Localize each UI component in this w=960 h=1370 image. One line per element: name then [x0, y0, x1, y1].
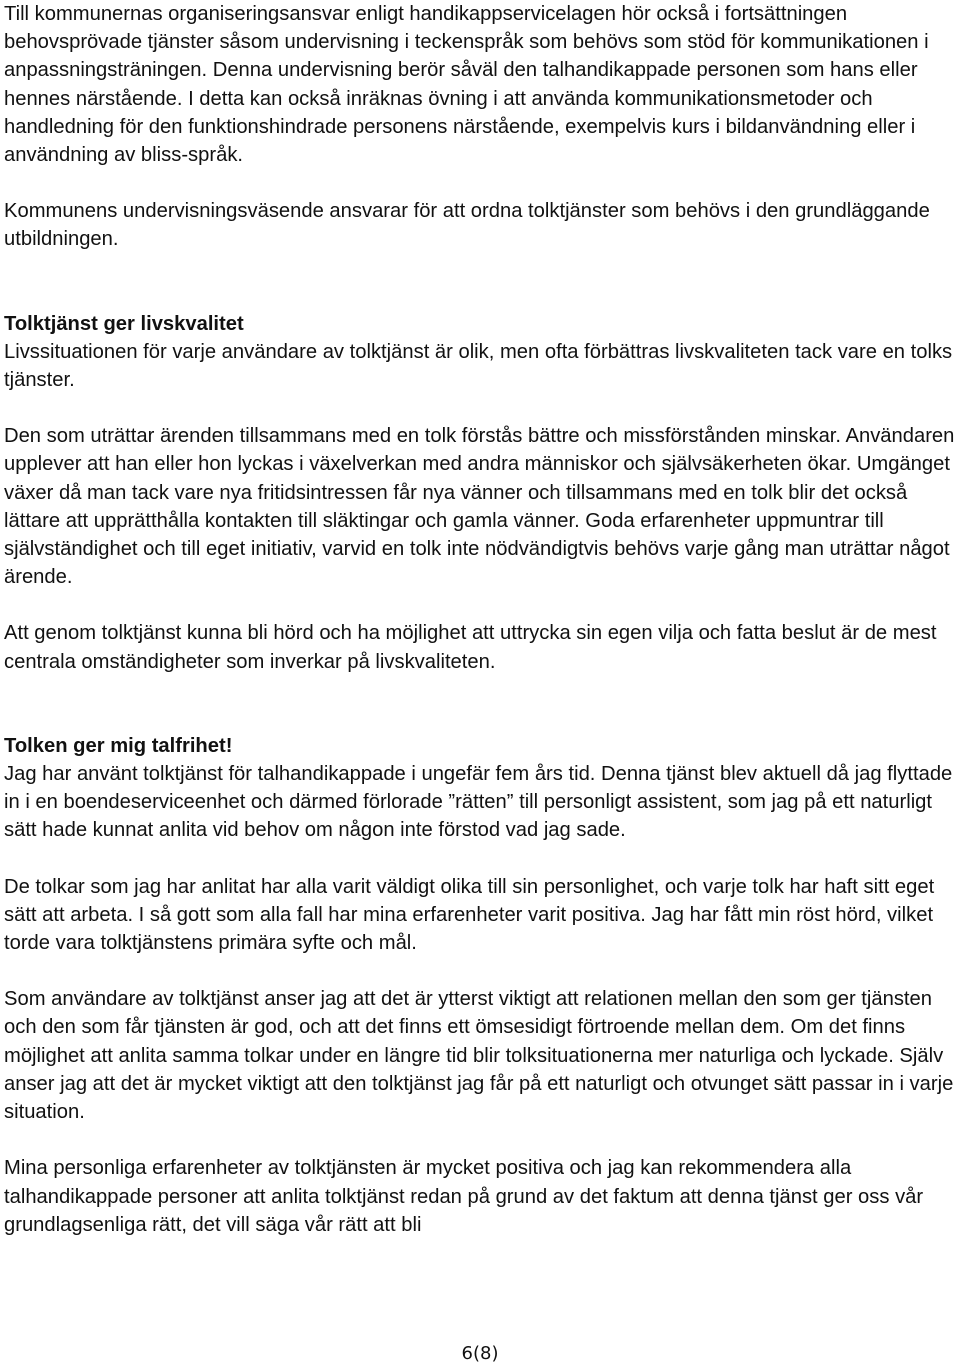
paragraph-undervisningsvasende: Kommunens undervisningsväsende ansvarar för att ordna tolktjänster som behövs i den grundläggande utbildningen. [4, 200, 930, 251]
document-page [4, 0, 956, 1239]
paragraph-uttrattar-arenden: Den som uträttar ärenden tillsammans med en tolk förstås bättre och missförstånden minskar. Användaren upplever att han eller hon lyckas i växelverkan med andra människor och självsäkerheten ökar. Umgänget växer då man tack vare nya fritidsintressen får nya vänner och tillsammans med en tolk blir det också lättare att upprätthålla kontakten till släktingar och gamla vänner. Goda erfarenheter uppmuntrar till självständighet och till eget initiativ, varvid en tolk inte nödvändigtvis behövs varje gång man uträttar något ärende. [4, 425, 955, 589]
paragraph-bli-hord: Att genom tolktjänst kunna bli hörd och ha möjlighet att uttrycka sin egen vilja och fatta beslut är de mest centrala omständigheter som inverkar på livskvaliteten. [4, 622, 937, 673]
paragraph-personliga-erfarenheter: Mina personliga erfarenheter av tolktjänsten är mycket positiva och jag kan rekommendera alla talhandikappade personer att anlita tolktjänst redan på grund av det faktum att denna tjänst ger oss vår grundlagsenliga rätt, det vill säga vår rätt att bli [4, 1157, 924, 1236]
heading-talfrihet: Tolken ger mig talfrihet! [4, 734, 233, 757]
heading-livskvalitet: Tolktjänst ger livskvalitet [4, 312, 244, 335]
paragraph-tolkar: De tolkar som jag har anlitat har alla varit väldigt olika till sin personlighet, och varje tolk har haft sitt eget sätt att arbeta. I så gott som alla fall har mina erfarenheter varit positiva. Jag har fått min röst hörd, vilket torde vara tolktjänstens primära syfte och mål. [4, 875, 935, 955]
paragraph-organiseringsansvar: Till kommunernas organiseringsansvar enligt handikappservicelagen hör också i fortsättningen behovsprövade tjänster såsom undervisning i teckenspråk som behövs som stöd för kommunikationen i anpassningsträningen. Denna undervisning berör såväl den talhandikappade personen som hans eller hennes närstående. I detta kan också inräknas övning i att använda kommunikationsmetoder och handledning för den funktionshindrade personens närstående, exempelvis kurs i bildanvändning eller i användning av bliss-språk. [4, 3, 929, 167]
paragraph-livssituationen: Livssituationen för varje användare av tolktjänst är olik, men ofta förbättras livskvaliteten tack vare en tolks tjänster. [4, 340, 953, 392]
paragraph-anvant-tolktjanst: Jag har använt tolktjänst för talhandikappade i ungefär fem års tid. Denna tjänst blev aktuell då jag flyttade in i en boendeserviceenhet och därmed förlorade ”rätten” till personligt assistent, som jag på ett naturligt sätt hade kunnat anlita vid behov om någon inte förstod vad jag sade. [4, 763, 953, 842]
page-number: 6(8) [461, 1343, 499, 1364]
paragraph-relationen: Som användare av tolktjänst anser jag att det är ytterst viktigt att relationen mellan den som ger tjänsten och den som får tjänsten är god, och att det finns ett ömsesidigt förtroende mellan dem. Om det finns möjlighet att anlita samma tolkar under en längre tid blir tolksituationerna mer naturliga och lyckade. Själv anser jag att det är mycket viktigt att den tolktjänst jag får på ett naturligt och otvunget sätt passar in i varje situation. [4, 988, 954, 1124]
